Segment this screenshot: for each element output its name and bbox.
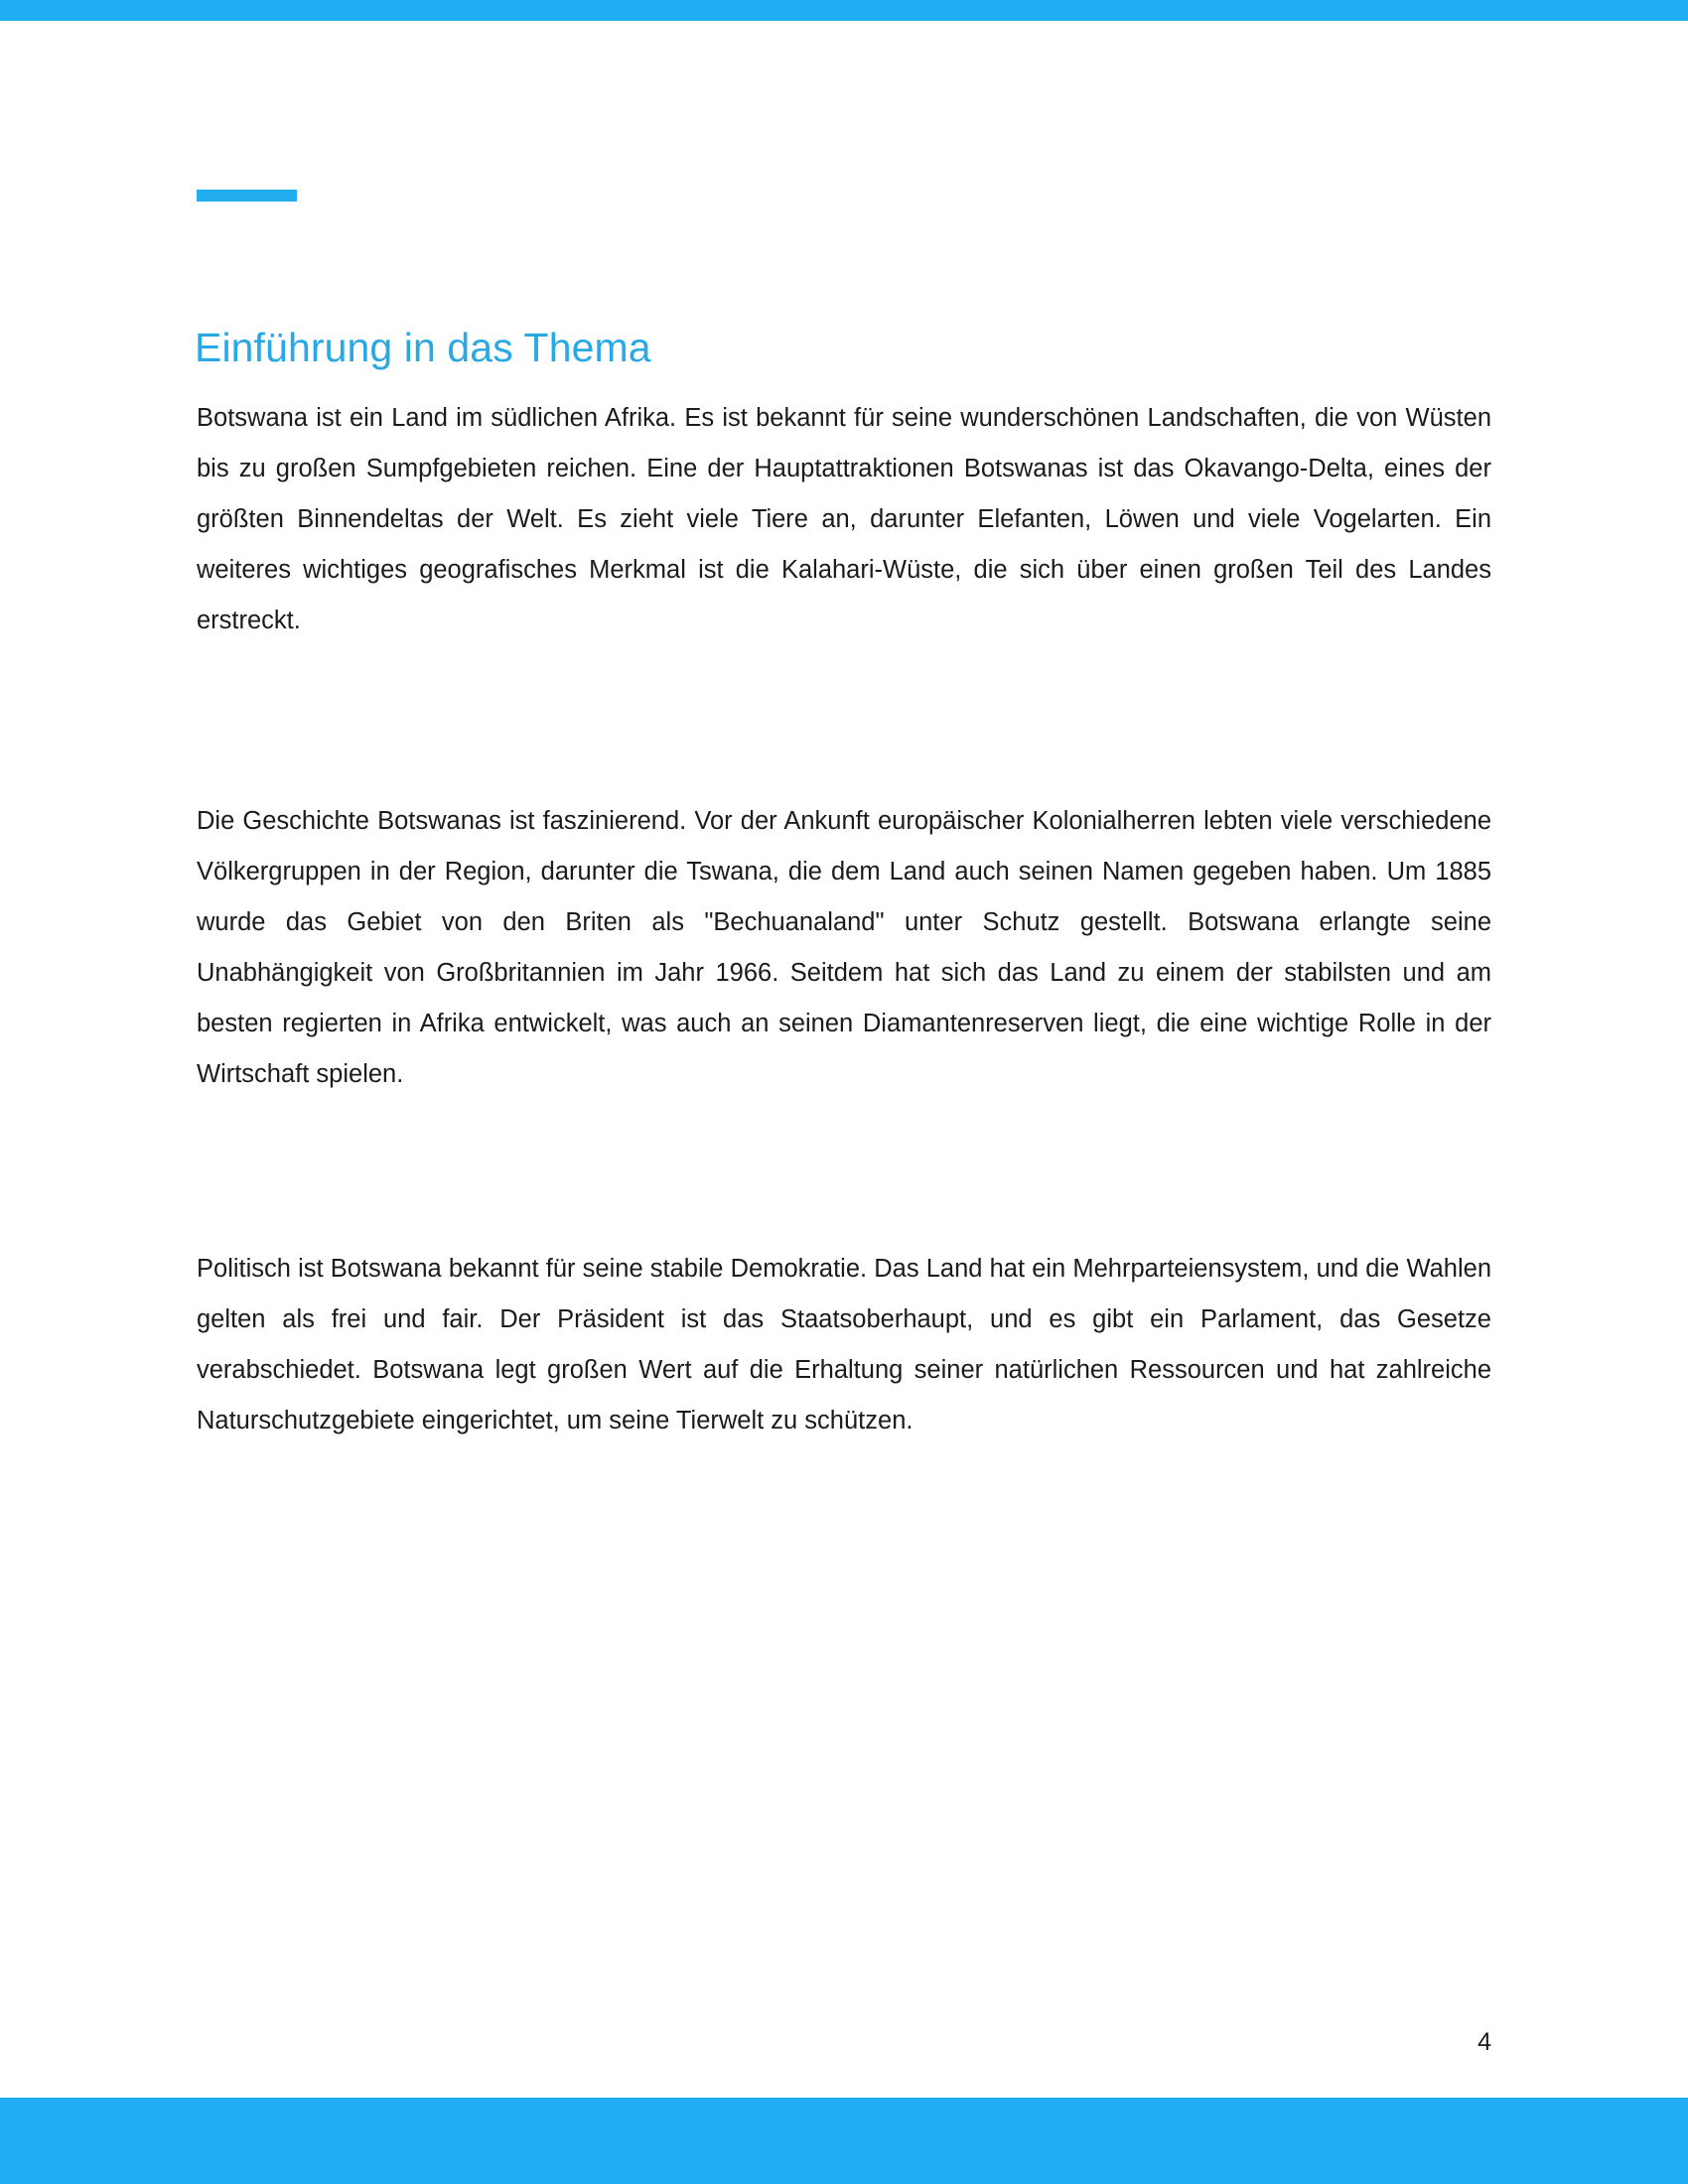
page-title: Einführung in das Thema [195, 325, 651, 371]
body-paragraph-3 [197, 1244, 1491, 1446]
body-paragraph-2 [197, 796, 1491, 1100]
paragraph-text: Botswana ist ein Land im südlichen Afrika. Es ist bekannt für seine wunderschönen Landschaften, die von Wüsten bis zu großen Sumpfgebieten reichen. Eine der Hauptattraktionen Botswanas ist das Okavango-Delta, eines der größten Binnendeltas der Welt. Es zieht viele Tiere an, darunter Elefanten, Löwen und viele Vogelarten. Ein weiteres wichtiges geografisches Merkmal ist die Kalahari-Wüste, die sich über einen großen Teil des Landes erstreckt. [197, 404, 1491, 634]
body-paragraph-1 [197, 393, 1491, 646]
paragraph-text: Die Geschichte Botswanas ist faszinierend. Vor der Ankunft europäischer Kolonialherren lebten viele verschiedene Völkergruppen in der Region, darunter die Tswana, die dem Land auch seinen Namen gegeben haben. Um 1885 wurde das Gebiet von den Briten als "Bechuanaland" unter Schutz gestellt. Botswana erlangte seine Unabhängigkeit von Großbritannien im Jahr 1966. Seitdem hat sich das Land zu einem der stabilsten und am besten regierten in Afrika entwickelt, was auch an seinen Diamantenreserven liegt, die eine wichtige Rolle in der Wirtschaft spielen. [197, 807, 1491, 1088]
page-number: 4 [1477, 2028, 1491, 2056]
paragraph-text: Politisch ist Botswana bekannt für seine stabile Demokratie. Das Land hat ein Mehrparteiensystem, und die Wahlen gelten als frei und fair. Der Präsident ist das Staatsoberhaupt, und es gibt ein Parlament, das Gesetze verabschiedet. Botswana legt großen Wert auf die Erhaltung seiner natürlichen Ressourcen und hat zahlreiche Naturschutzgebiete eingerichtet, um seine Tierwelt zu schützen. [197, 1255, 1491, 1434]
heading-accent-rule [197, 190, 297, 202]
top-accent-bar [0, 0, 1688, 21]
bottom-accent-bar [0, 2098, 1688, 2184]
